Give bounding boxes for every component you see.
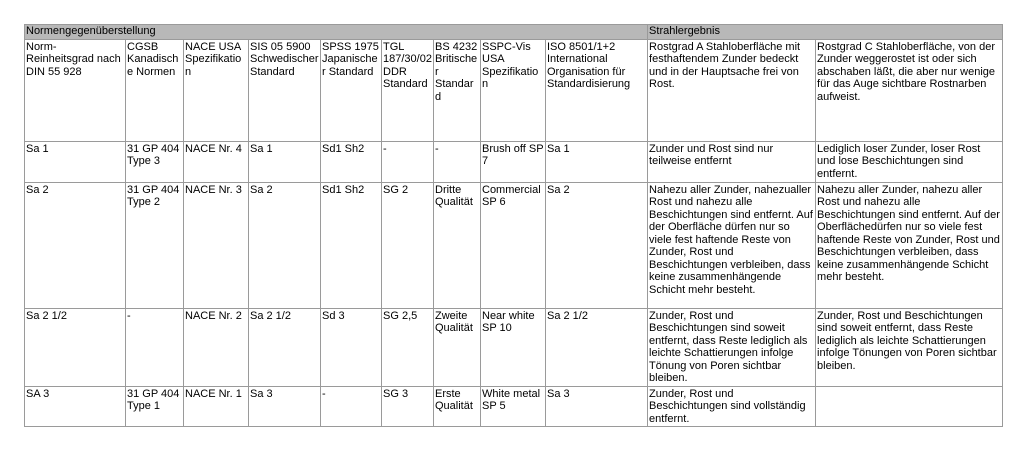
table-row: [25, 386, 1003, 427]
column-header: Norm-Reinheitsgrad nach DIN 55 928: [25, 39, 126, 141]
table-cell: NACE Nr. 4: [184, 141, 249, 182]
table-cell: Sa 2 1/2: [25, 308, 126, 386]
table-cell: SG 2: [382, 182, 434, 308]
table-cell: White metal SP 5: [481, 386, 546, 427]
table-cell: Sa 1: [249, 141, 321, 182]
table-cell: SA 3: [25, 386, 126, 427]
table-cell: Lediglich loser Zunder, loser Rost und lose Beschichtungen sind entfernt.: [816, 141, 1003, 182]
table-cell: SG 2,5: [382, 308, 434, 386]
table-row: [25, 182, 1003, 308]
table-cell: Brush off SP 7: [481, 141, 546, 182]
table-cell: NACE Nr. 3: [184, 182, 249, 308]
table-cell: Sd1 Sh2: [321, 182, 382, 308]
table-cell: SG 3: [382, 386, 434, 427]
table-cell: Zunder und Rost sind nur teilweise entfernt: [648, 141, 816, 182]
group-header-row: [25, 25, 1003, 40]
table-cell: 31 GP 404 Type 1: [126, 386, 184, 427]
column-header-row: [25, 39, 1003, 141]
table-cell: Zunder, Rost und Beschichtungen sind soweit entfernt, dass Reste lediglich als leichte Schattierungen infolge Tönung von Poren sichtbar bleiben.: [648, 308, 816, 386]
table-cell: Dritte Qualität: [434, 182, 481, 308]
column-header: Rostgrad C Stahloberfläche, von der Zunder weggerostet ist oder sich abschaben läßt, die aber nur wenige für das Auge sichtbare Rostnarben aufweist.: [816, 39, 1003, 141]
table-cell: Zunder, Rost und Beschichtungen sind vollständig entfernt.: [648, 386, 816, 427]
table-cell: -: [321, 386, 382, 427]
table-cell: -: [126, 308, 184, 386]
table-cell: Commercial SP 6: [481, 182, 546, 308]
table-cell: Sa 3: [249, 386, 321, 427]
column-header: SIS 05 5900 Schwedischer Standard: [249, 39, 321, 141]
table-cell: NACE Nr. 1: [184, 386, 249, 427]
table-cell: Nahezu aller Zunder, nahezu aller Rost und nahezu alle Beschichtungen sind entfernt. Auf der Oberflächedürfen nur so viele fest haftende Reste von Zunder, Rost und Beschichtungen verbleiben, dass keine zusammenhängende Schicht mehr besteht.: [816, 182, 1003, 308]
group-header-standards: Normengegenüberstellung: [25, 25, 648, 40]
table-cell: -: [382, 141, 434, 182]
table-cell: Zweite Qualität: [434, 308, 481, 386]
group-header-result: Strahlergebnis: [648, 25, 1003, 40]
table-cell: Sa 1: [25, 141, 126, 182]
table-cell: -: [434, 141, 481, 182]
table-cell: Near white SP 10: [481, 308, 546, 386]
table-cell: Sa 3: [546, 386, 648, 427]
table-cell: 31 GP 404 Type 2: [126, 182, 184, 308]
column-header: TGL 187/30/02 DDR Standard: [382, 39, 434, 141]
column-header: NACE USA Spezifikation: [184, 39, 249, 141]
table-cell: Sa 2: [249, 182, 321, 308]
table-cell: NACE Nr. 2: [184, 308, 249, 386]
table-cell: [816, 386, 1003, 427]
table-cell: Sa 2: [25, 182, 126, 308]
table-cell: Zunder, Rost und Beschichtungen sind soweit entfernt, dass Reste lediglich als leichte Schattierungen infolge Tönungen von Poren sichtbar bleiben.: [816, 308, 1003, 386]
table-cell: Sd1 Sh2: [321, 141, 382, 182]
column-header: SSPC-Vis USA Spezifikation: [481, 39, 546, 141]
table-cell: Sa 2: [546, 182, 648, 308]
table-cell: Sd 3: [321, 308, 382, 386]
table-cell: Nahezu aller Zunder, nahezualler Rost und nahezu alle Beschichtungen sind entfernt. Auf der Oberfläche dürfen nur so viele fest haftende Reste von Zunder, Rost und Beschichtungen verbleiben, dass keine zusammenhängende Schicht mehr besteht.: [648, 182, 816, 308]
table-row: [25, 308, 1003, 386]
table-cell: Sa 2 1/2: [249, 308, 321, 386]
column-header: BS 4232 Britischer Standard: [434, 39, 481, 141]
table-cell: Sa 2 1/2: [546, 308, 648, 386]
comparison-sheet: [24, 24, 1002, 427]
standards-comparison-table: [24, 24, 1003, 427]
table-cell: Sa 1: [546, 141, 648, 182]
column-header: SPSS 1975 Japanischer Standard: [321, 39, 382, 141]
table-cell: Erste Qualität: [434, 386, 481, 427]
column-header: ISO 8501/1+2 International Organisation für Standardisierung: [546, 39, 648, 141]
column-header: Rostgrad A Stahloberfläche mit festhaftendem Zunder bedeckt und in der Hauptsache frei von Rost.: [648, 39, 816, 141]
table-cell: 31 GP 404 Type 3: [126, 141, 184, 182]
column-header: CGSB Kanadische Normen: [126, 39, 184, 141]
table-row: [25, 141, 1003, 182]
